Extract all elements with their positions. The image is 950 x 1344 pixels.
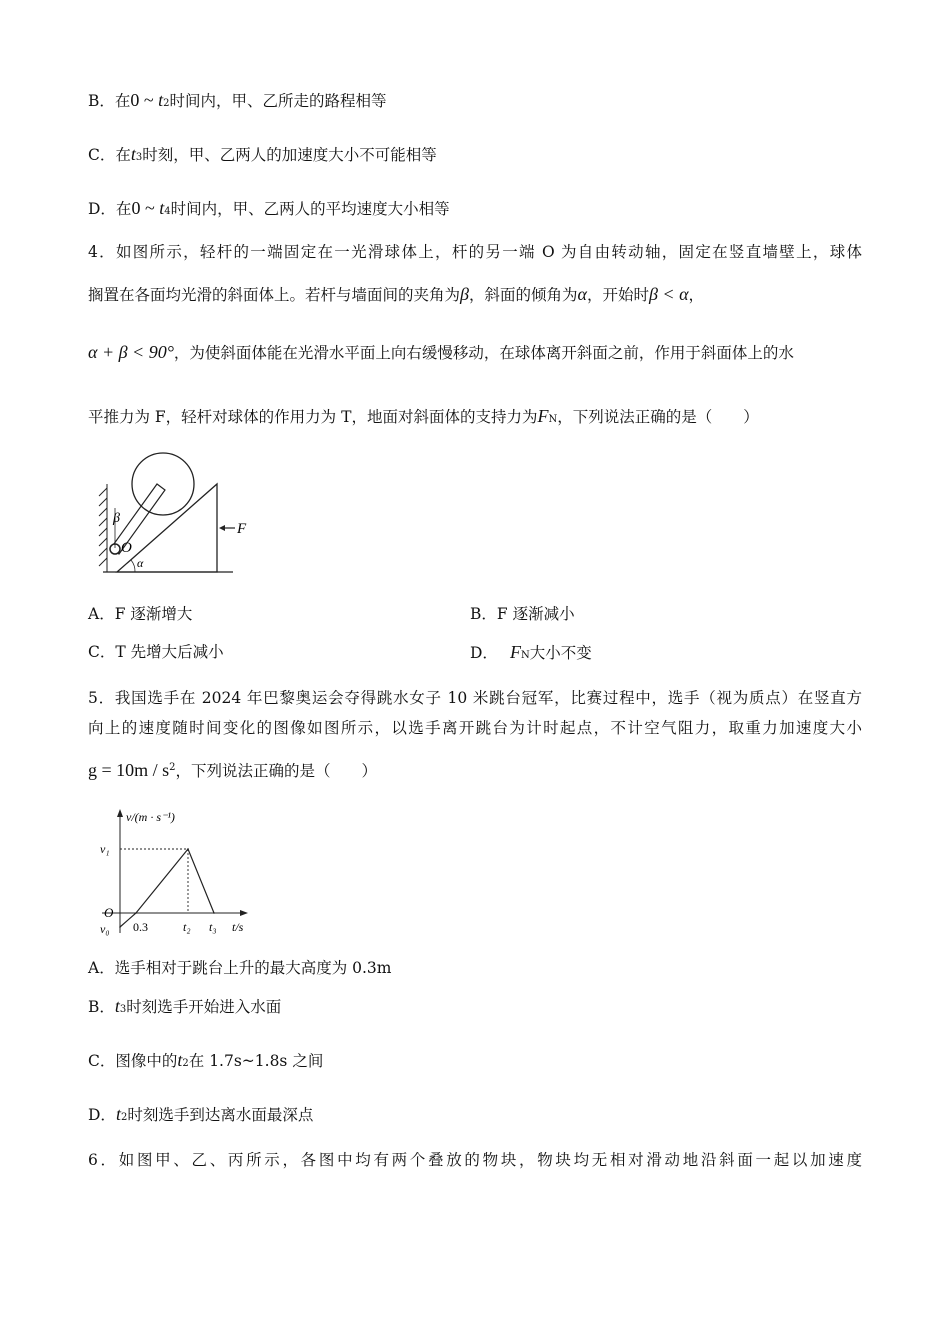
label-beta: β (113, 511, 120, 526)
x-tick-label: t₃ (209, 920, 217, 934)
label-o: O (121, 540, 132, 556)
series-line (120, 849, 214, 927)
y-axis-arrow (117, 809, 123, 817)
q3-option-c: C．在t3时刻，甲、乙两人的加速度大小不可能相等 (88, 144, 437, 164)
q5-option-c: C．图像中的t2在 1.7s~1.8s 之间 (88, 1050, 324, 1070)
q5-stem-line2: 向上的速度随时间变化的图像如图所示，以选手离开跳台为计时起点，不计空气阻力，取重力加速度大小 (88, 719, 862, 737)
origin-label: O (104, 905, 114, 920)
y-axis-label: v/(m · s⁻¹) (126, 810, 175, 824)
q4-stem-line2: 搁置在各面均光滑的斜面体上。若杆与墙面间的夹角为β，斜面的倾角为α，开始时β < α， (88, 284, 705, 304)
wall-hatching (99, 484, 107, 572)
q4-figure (95, 448, 265, 580)
x-tick-label: t₂ (183, 920, 191, 934)
x-tick-label: 0.3 (133, 920, 148, 934)
q5-option-b: B．t3时刻选手开始进入水面 (88, 996, 282, 1016)
q4-option-a: A．F 逐渐增大 (88, 605, 193, 623)
y-tick-label: v₀ (100, 922, 110, 936)
q4-option-b: B．F 逐渐减小 (470, 605, 575, 623)
data-point (135, 912, 137, 914)
q6-stem-line1: 6．如图甲、乙、丙所示，各图中均有两个叠放的物块，物块均无相对滑动地沿斜面一起以加速度 (88, 1151, 862, 1169)
q4-stem-line4: 平推力为 F，轻杆对球体的作用力为 T，地面对斜面体的支持力为FN，下列说法正确的是（ ） (88, 406, 759, 426)
incline-block (117, 484, 217, 572)
label-f: F (237, 521, 247, 537)
data-point (213, 912, 215, 914)
q5-option-a: A．选手相对于跳台上升的最大高度为 0.3m (88, 959, 392, 977)
q4-option-d: D． FN大小不变 (470, 642, 592, 662)
q3-option-b: B．在0 ~ t2时间内，甲、乙所走的路程相等 (88, 90, 387, 110)
label-alpha: α (137, 556, 144, 570)
q4-stem-line3: α + β < 90°，为使斜面体能在光滑水平面上向右缓慢移动，在球体离开斜面之前，作用于斜面体上的水 (88, 342, 794, 362)
q4-stem-line1: 4．如图所示，轻杆的一端固定在一光滑球体上，杆的另一端 O 为自由转动轴，固定在竖直墙壁上，球体 (88, 243, 862, 261)
q5-stem-line3: $g = 10m / s^2$，下列说法正确的是（ ） (88, 760, 378, 781)
vt-chart (98, 805, 258, 940)
q3-option-d: D．在0 ~ t4时间内，甲、乙两人的平均速度大小相等 (88, 198, 450, 218)
force-arrowhead (219, 525, 225, 531)
x-axis-label: t/s (232, 920, 244, 934)
data-point (119, 926, 121, 928)
q4-option-c: C．T 先增大后减小 (88, 643, 224, 661)
q5-stem-line1: 5．我国选手在 2024 年巴黎奥运会夺得跳水女子 10 米跳台冠军，比赛过程中，选手（视为质点）在竖直方 (88, 689, 862, 707)
y-tick-label: v₁ (100, 842, 110, 856)
alpha-arc (131, 560, 135, 572)
q5-option-d: D．t2时刻选手到达离水面最深点 (88, 1104, 314, 1124)
x-axis-arrow (240, 910, 248, 916)
